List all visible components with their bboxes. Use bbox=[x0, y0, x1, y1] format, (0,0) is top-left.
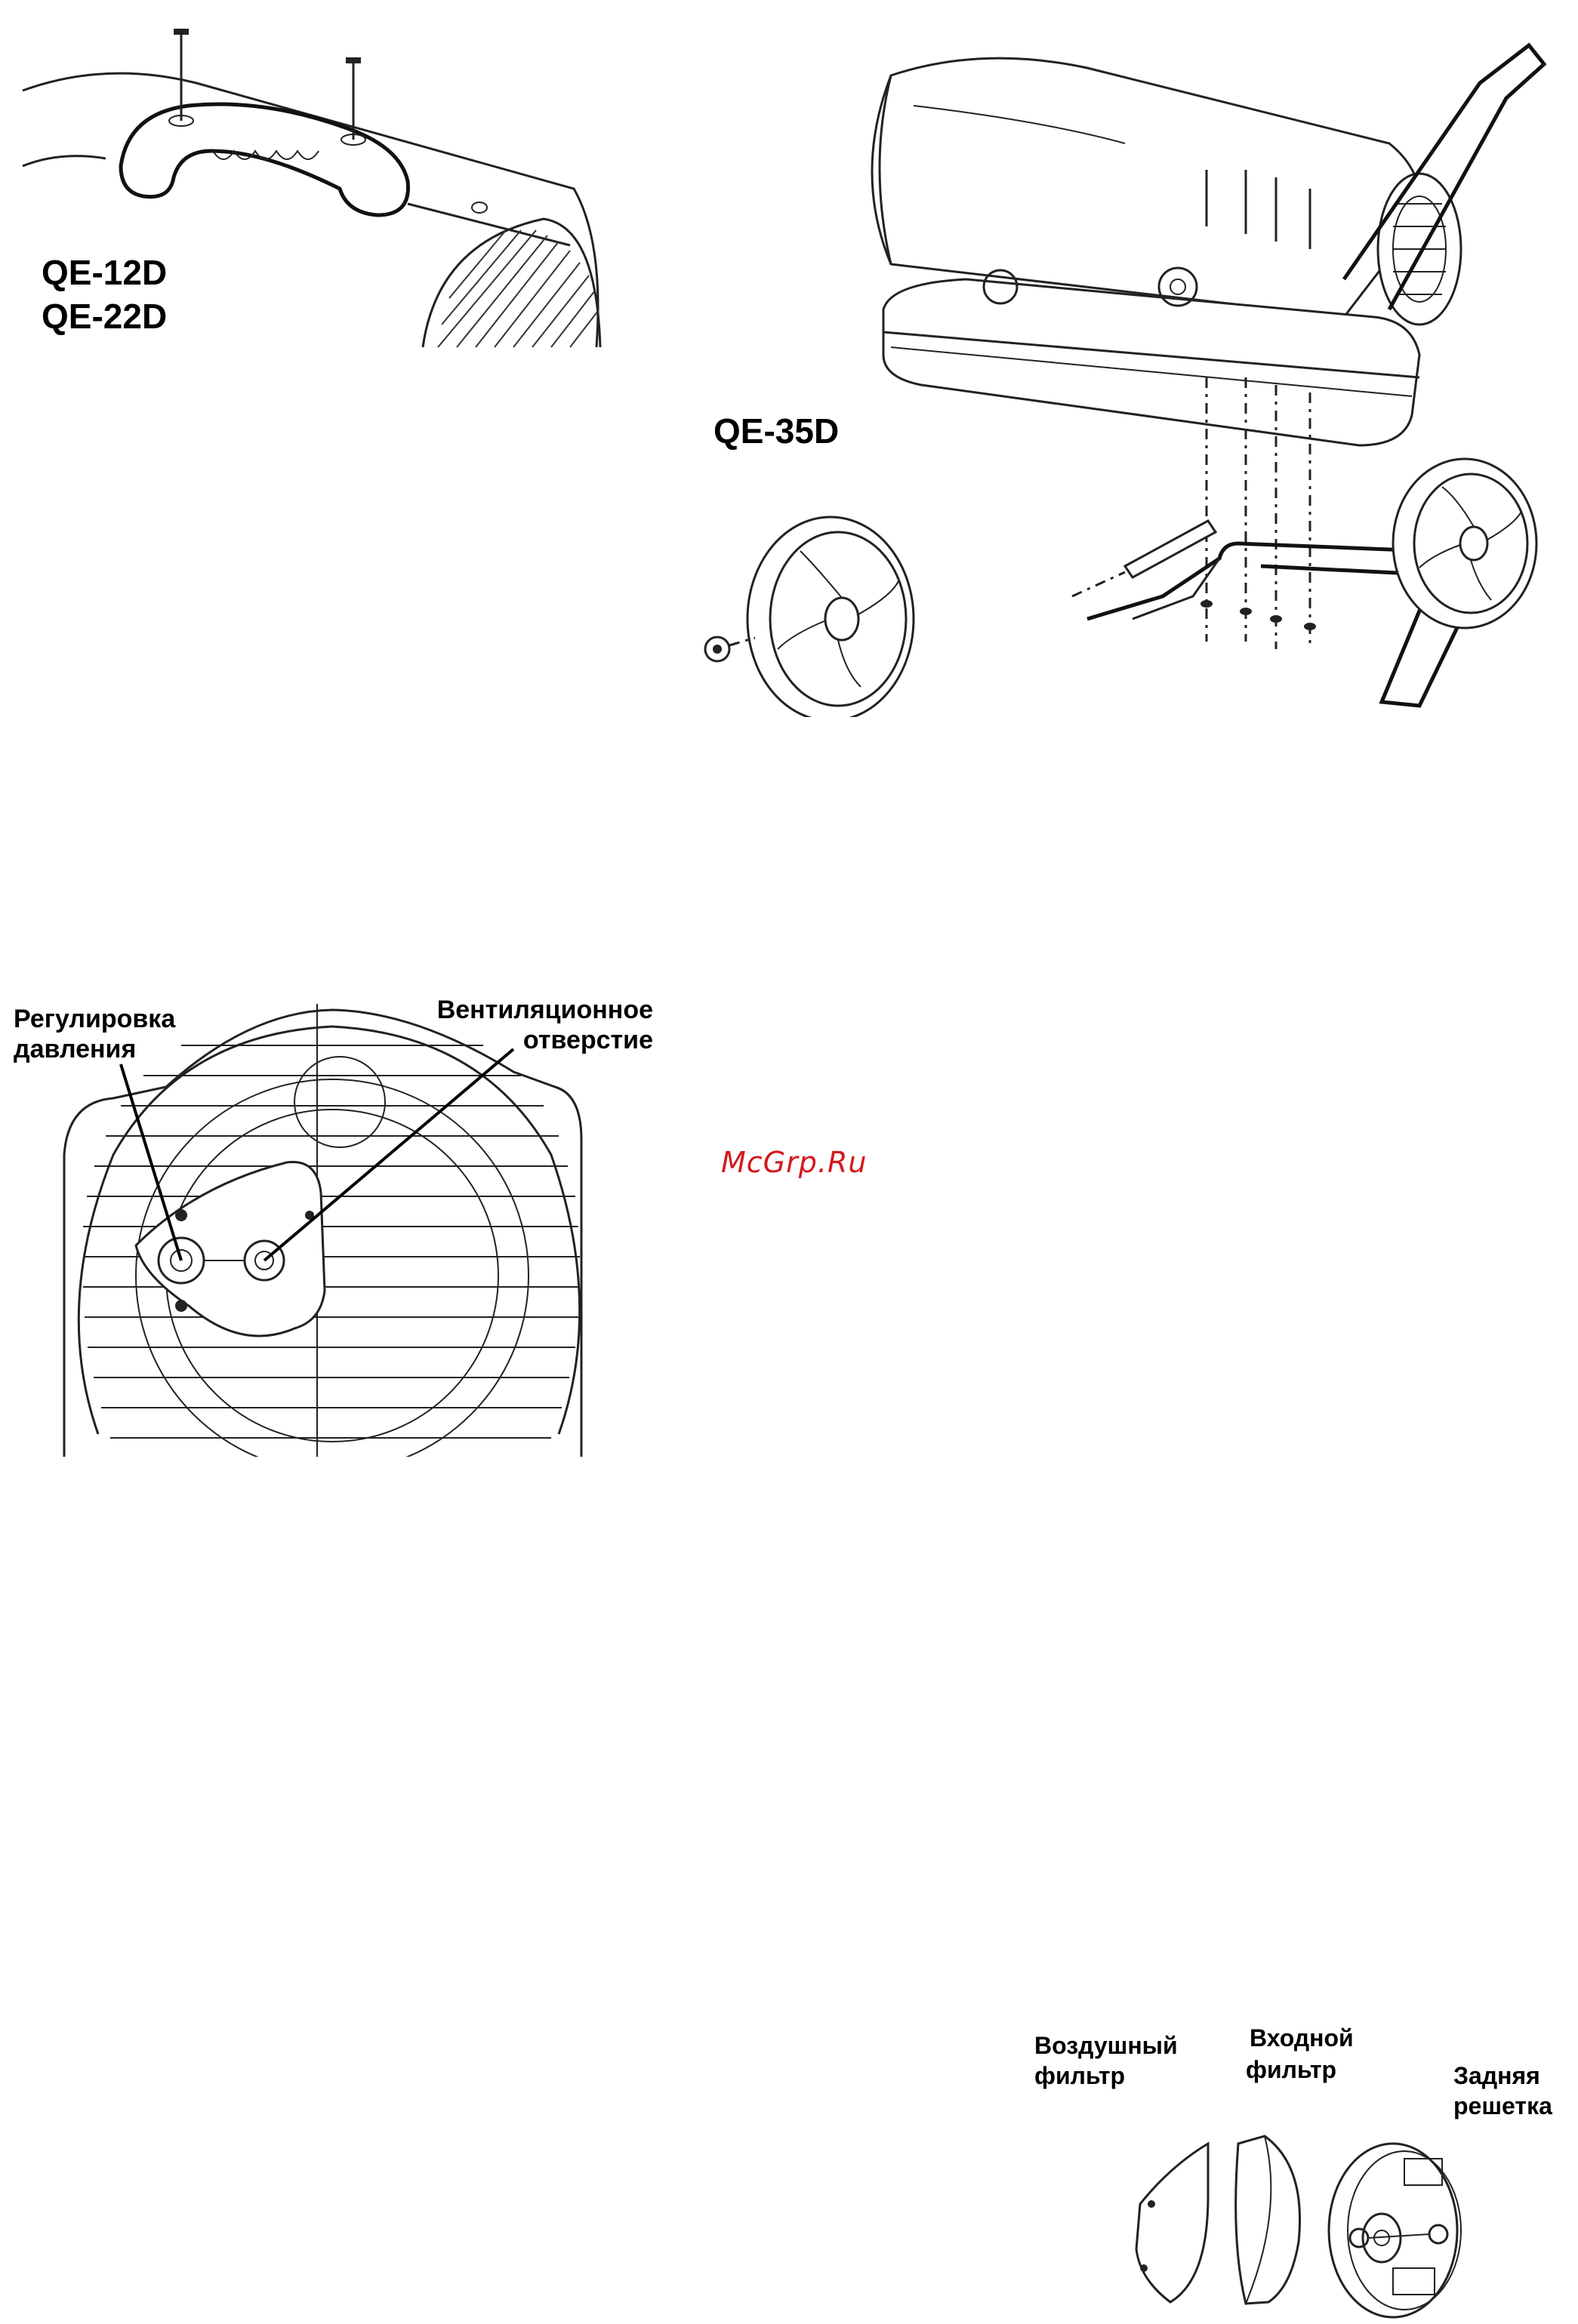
label-air-filter-line1: Воздушный bbox=[1034, 2032, 1178, 2059]
pressure-adjust-diagram bbox=[60, 989, 604, 1457]
model-label-qe-35d: QE-35D bbox=[713, 411, 840, 451]
wheel bbox=[1393, 459, 1536, 628]
label-air-filter-line2: фильтр bbox=[1034, 2062, 1126, 2089]
grille-hatch bbox=[423, 219, 600, 347]
label-rear-grille-line2: решетка bbox=[1453, 2092, 1552, 2119]
filters-diagram bbox=[1095, 2098, 1578, 2324]
model-label-qe-22d: QE-22D bbox=[42, 297, 168, 336]
label-inlet-filter-line2: фильтр bbox=[1246, 2056, 1337, 2083]
leader-line-vent bbox=[264, 1049, 513, 1261]
air-filter bbox=[1136, 2144, 1208, 2302]
watermark: McGrp.Ru bbox=[721, 1146, 868, 1179]
label-pressure-line2: давления bbox=[14, 1035, 137, 1063]
screw-icon bbox=[341, 57, 365, 145]
wheel-kit-diagram bbox=[664, 23, 1570, 717]
wheel bbox=[747, 517, 914, 717]
label-inlet-filter-line1: Входной bbox=[1250, 2024, 1354, 2052]
label-pressure-line1: Регулировка bbox=[14, 1005, 176, 1033]
label-vent-line2: отверстие bbox=[522, 1026, 653, 1054]
pump-plate bbox=[136, 1162, 325, 1337]
label-vent-line1: Вентиляционное bbox=[436, 996, 653, 1024]
inlet-filter bbox=[1236, 2136, 1300, 2304]
label-rear-grille-line1: Задняя bbox=[1453, 2062, 1540, 2089]
model-label-qe-12d: QE-12D bbox=[42, 253, 168, 292]
nut-icon bbox=[705, 637, 755, 661]
